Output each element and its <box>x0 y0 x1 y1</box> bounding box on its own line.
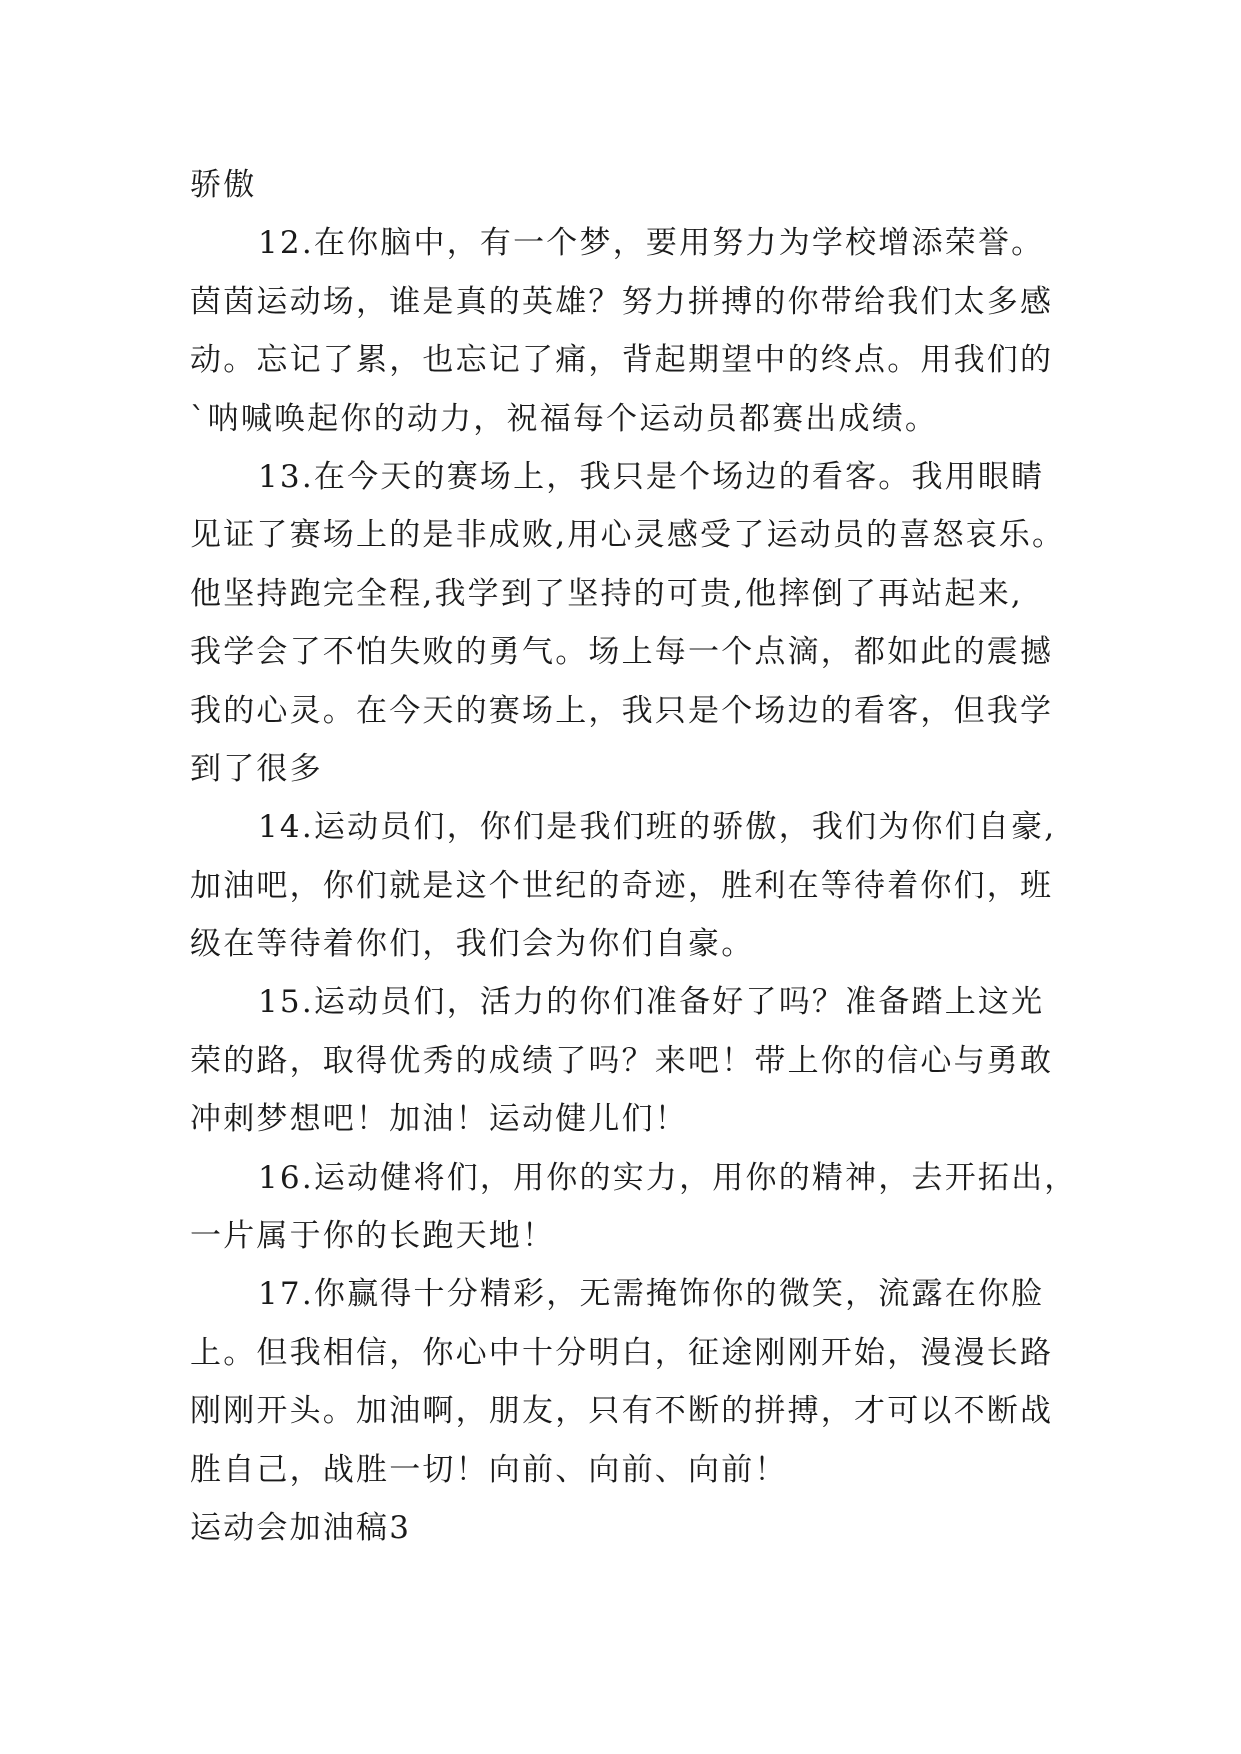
paragraph-16-line: 16.运动健将们，用你的实力，用你的精神，去开拓出， <box>258 1159 1078 1196</box>
paragraph-13-line: 13.在今天的赛场上，我只是个场边的看客。我用眼睛 <box>258 458 1045 495</box>
text-line: 荣的路，取得优秀的成绩了吗？来吧！带上你的信心与勇敢 <box>190 1042 1054 1079</box>
document-body <box>190 156 1078 1557</box>
text-line: 茵茵运动场，谁是真的英雄？努力拼搏的你带给我们太多感 <box>190 283 1054 320</box>
text-line: 骄傲 <box>190 167 257 203</box>
paragraph-17-line: 17.你赢得十分精彩，无需掩饰你的微笑，流露在你脸 <box>258 1276 1045 1313</box>
text-line: 见证了赛场上的是非成败,用心灵感受了运动员的喜怒哀乐。 <box>190 517 1066 554</box>
text-line: 动。忘记了累，也忘记了痛，背起期望中的终点。用我们的 <box>190 342 1054 379</box>
text-line: 级在等待着你们，我们会为你们自豪。 <box>190 926 755 963</box>
text-line: 到了很多 <box>190 750 323 787</box>
text-line: 冲刺梦想吧！加油！运动健儿们！ <box>190 1101 688 1138</box>
text-line: 加油吧，你们就是这个世纪的奇迹，胜利在等待着你们，班 <box>190 867 1054 904</box>
text-line: 我的心灵。在今天的赛场上，我只是个场边的看客，但我学 <box>190 692 1054 729</box>
paragraph-12-line: 12.在你脑中，有一个梦，要用努力为学校增添荣誉。 <box>258 225 1045 262</box>
text-line: `呐喊唤起你的动力，祝福每个运动员都赛出成绩。 <box>190 400 939 437</box>
text-line: 胜自己，战胜一切！向前、向前、向前！ <box>190 1451 788 1488</box>
text-line: 上。但我相信，你心中十分明白，征途刚刚开始，漫漫长路 <box>190 1334 1054 1371</box>
text-line: 我学会了不怕失败的勇气。场上每一个点滴，都如此的震撼 <box>190 634 1054 671</box>
paragraph-14-line: 14.运动员们，你们是我们班的骄傲，我们为你们自豪, <box>258 809 1057 846</box>
text-line: 一片属于你的长跑天地！ <box>190 1218 556 1255</box>
section-heading: 运动会加油稿3 <box>190 1509 412 1546</box>
text-line: 他坚持跑完全程,我学到了坚持的可贵,他摔倒了再站起来, <box>190 575 1023 612</box>
paragraph-15-line: 15.运动员们，活力的你们准备好了吗？准备踏上这光 <box>258 984 1045 1021</box>
text-line: 刚刚开头。加油啊，朋友，只有不断的拼搏，才可以不断战 <box>190 1393 1054 1430</box>
